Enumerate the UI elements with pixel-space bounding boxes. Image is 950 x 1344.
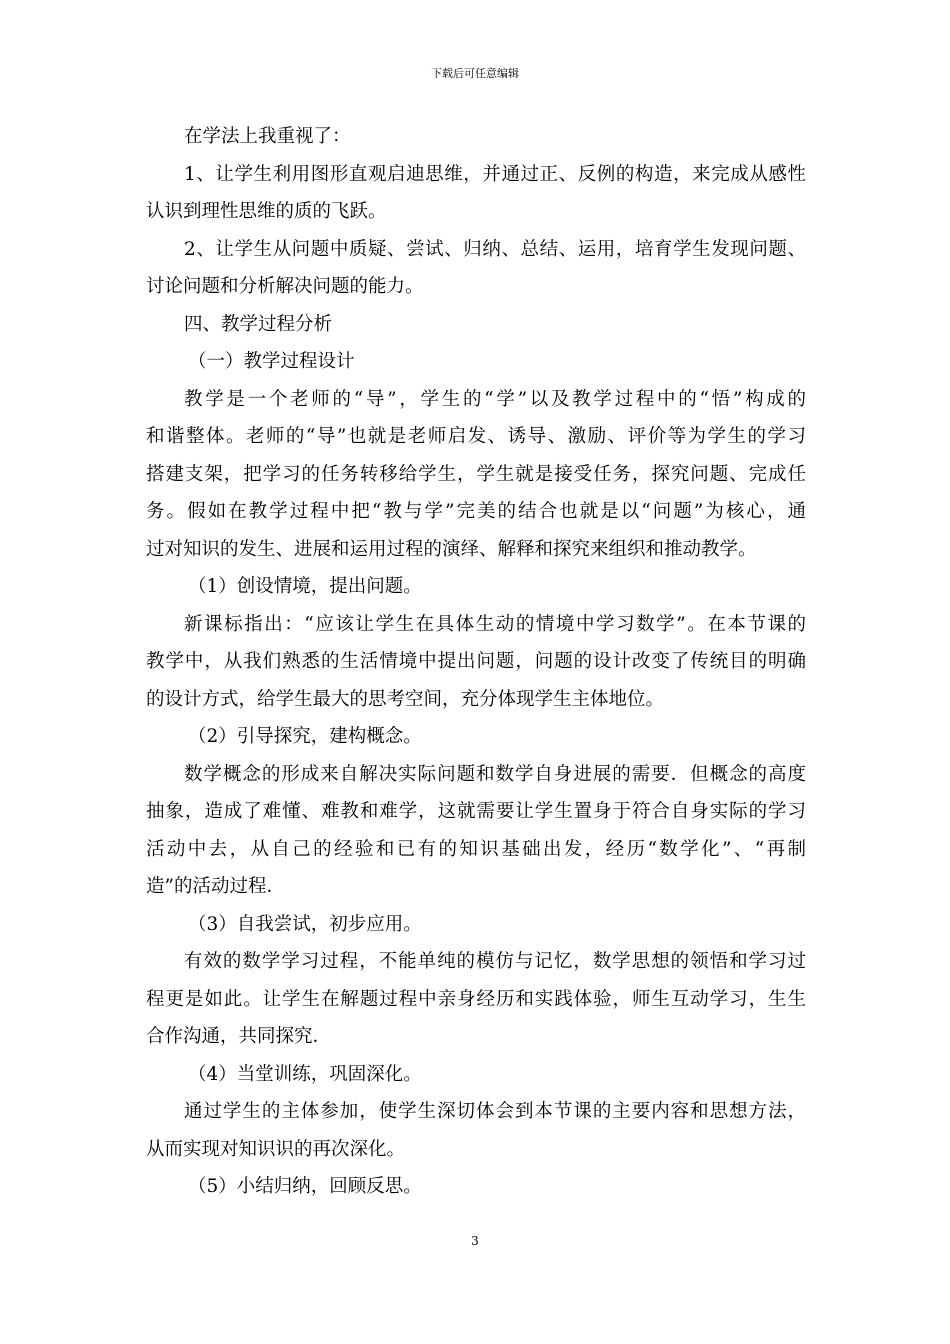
document-body [146,118,806,1206]
paragraph-line: 讨论问题和分析解决问题的能力。 [146,276,424,297]
paragraph-line: 有效的数学学习过程，不能单纯的模仿与记忆，数学思想的领悟和学习过 [184,951,806,972]
paragraph-line: 认识到理性思维的质的飞跃。 [146,201,387,222]
paragraph-line: 的设计方式，给学生最大的思考空间，充分体现学生主体地位。 [146,688,665,710]
paragraph-line: 教学中，从我们熟悉的生活情境中提出问题，问题的设计改变了传统目的明确 [146,651,806,672]
subsection-heading: （一）教学过程设计 [188,351,355,372]
paragraph-line: 合作沟通，共同探究． [146,1026,332,1047]
paragraph-line: 2、让学生从问题中质疑、尝试、归纳、总结、运用，培育学生发现问题、 [184,238,806,260]
paragraph-line: 新课标指出：“应该让学生在具体生动的情境中学习数学”。在本节课的 [184,613,806,635]
paragraph-line: 和谐整体。老师的“导”也就是老师启发、诱导、激励、评价等为学生的学习 [146,426,806,447]
paragraph-line: 搭建支架，把学习的任务转移给学生，学生就是接受任务，探究问题、完成任 [146,463,806,485]
step-heading: （2）引导探究，建构概念。 [188,726,422,747]
paragraph-line: 抽象，造成了难懂、难教和难学，这就需要让学生置身于符合自身实际的学习 [146,801,806,822]
paragraph-line: 教学是一个老师的“导”，学生的“学”以及教学过程中的“悟”构成的 [184,388,806,410]
paragraph-line: 务。假如在教学过程中把“教与学”完美的结合也就是以“问题”为核心，通 [146,501,806,522]
page-header: 下载后可任意编辑 [431,67,519,80]
step-heading: （3）自我尝试，初步应用。 [188,913,422,935]
paragraph-line: 过对知识的发生、进展和运用过程的演绎、解释和探究来组织和推动教学。 [146,538,757,560]
step-heading: （5）小结归纳，回顾反思。 [188,1176,422,1197]
paragraph-line: 通过学生的主体参加，使学生深切体会到本节课的主要内容和思想方法， [184,1101,806,1122]
paragraph-line: 活动中去，从自己的经验和已有的知识基础出发，经历“数学化”、“再制 [146,838,806,860]
paragraph-line: 数学概念的形成来自解决实际问题和数学自身进展的需要．但概念的高度 [184,763,806,785]
paragraph-line: 造”的活动过程． [146,876,285,897]
paragraph-line: 1、让学生利用图形直观启迪思维，并通过正、反例的构造，来完成从感性 [184,163,806,185]
step-heading: （4）当堂训练，巩固深化。 [188,1063,422,1085]
paragraph-line: 程更是如此。让学生在解题过程中亲身经历和实践体验，师生互动学习，生生 [146,988,806,1010]
paragraph-line: 从而实现对知识识的再次深化。 [146,1138,406,1160]
step-heading: （1）创设情境，提出问题。 [188,576,422,597]
page-number: 3 [471,1234,479,1248]
section-heading: 四、教学过程分析 [184,313,333,335]
paragraph-line: 在学法上我重视了： [184,126,351,147]
